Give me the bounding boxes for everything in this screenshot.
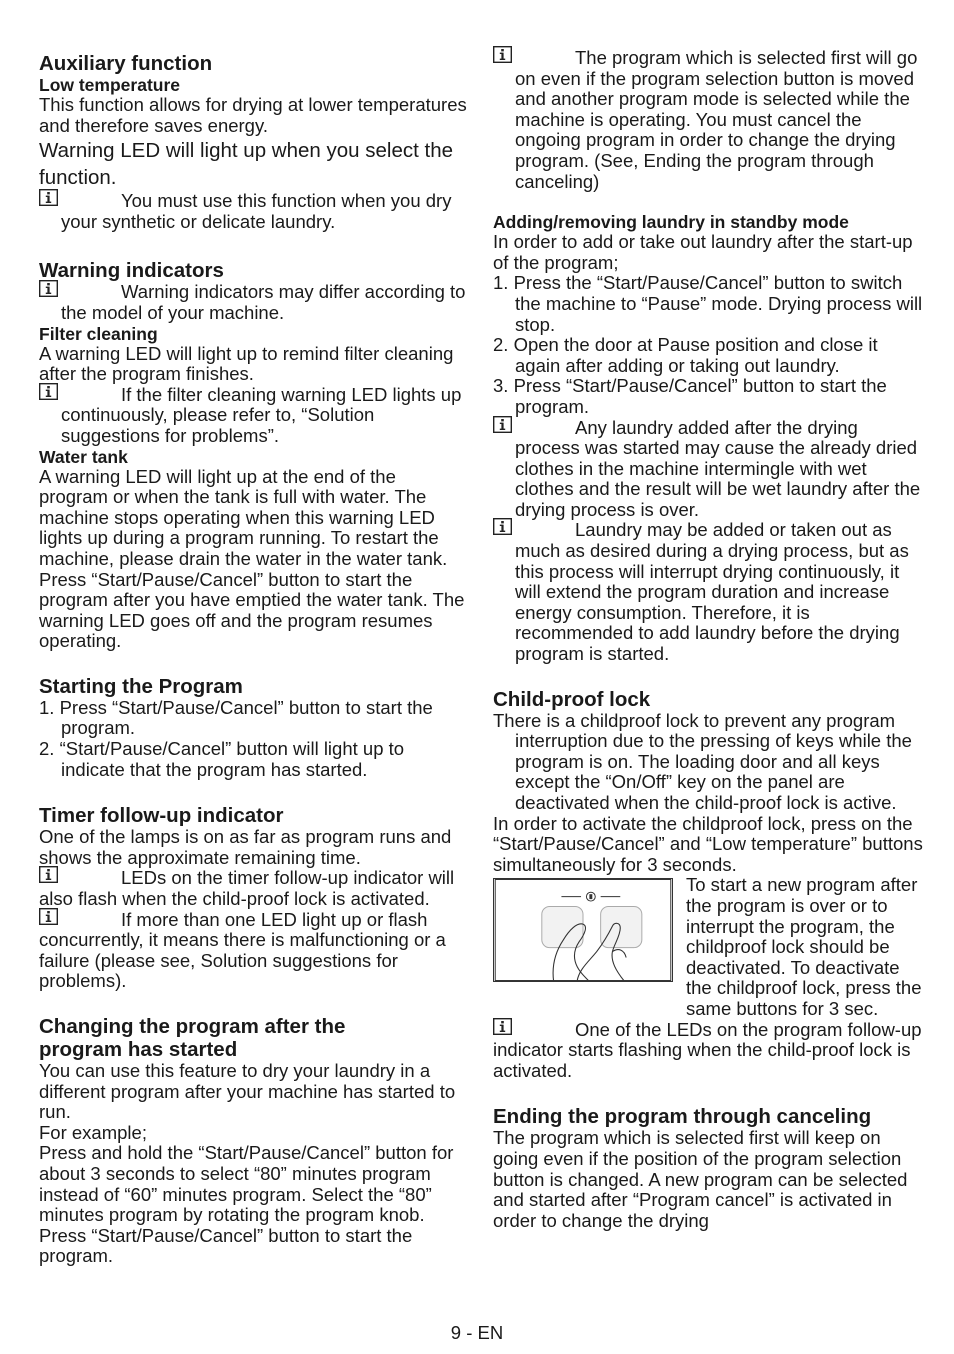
paragraph: A warning LED will light up to remind filter cleaning after the program finishes. xyxy=(39,342,454,385)
info-icon xyxy=(493,416,512,433)
child-lock-illustration xyxy=(493,878,673,982)
info-note: You must use this function when you dry your synthetic or delicate laundry. xyxy=(39,191,469,232)
numbered-list xyxy=(493,273,925,417)
section-title-ending: Ending the program through canceling xyxy=(493,1105,872,1129)
info-note: If more than one LED light up or flash concurrently, it means there is malfunctioning or a failure (please see, Solution suggestions for problems). xyxy=(39,908,446,992)
paragraph: You can use this feature to dry your laundry in a different program after your machine has started to run. xyxy=(39,1060,456,1123)
paragraph: Press “Start/Pause/Cancel” button to start the program. xyxy=(39,1224,413,1267)
paragraph: For example; xyxy=(39,1121,147,1143)
list-item: 3. Press “Start/Pause/Cancel” button to start the program. xyxy=(493,375,887,417)
paragraph: The program which is selected first will keep on going even if the position of the program selection button is changed. A new program can be selected and started after “Program cancel” is activated in order to change the drying xyxy=(493,1127,908,1231)
paragraph: One of the lamps is on as far as program runs and shows the approximate remaining time. xyxy=(39,826,452,868)
paragraph: There is a childproof lock to prevent any program interruption due to the pressing of keys while the program is on. The loading door and all keys except the “On/Off” key on the panel are deactivated when the child-proof lock is active. xyxy=(493,709,912,813)
list-item: 2. Open the door at Pause position and close it again after adding or taking out laundry. xyxy=(493,334,878,376)
section-title-starting: Starting the Program xyxy=(39,674,243,698)
info-note: LEDs on the timer follow-up indicator will also flash when the child-proof lock is activated. xyxy=(39,867,455,910)
subtitle-low-temperature: Low temperature xyxy=(39,75,180,95)
numbered-list xyxy=(39,698,469,780)
list-item: 1. Press “Start/Pause/Cancel” button to start the program. xyxy=(39,696,433,739)
paragraph: This function allows for drying at lower temperatures and therefore saves energy. xyxy=(39,94,467,136)
paragraph: In order to add or take out laundry after the start-up of the program; xyxy=(493,231,913,273)
info-icon xyxy=(39,383,58,400)
paragraph-large: Warning LED will light up when you select the function. xyxy=(39,139,454,190)
section-title-changing-line2: program has started xyxy=(39,1038,238,1061)
info-icon xyxy=(493,518,512,535)
section-title-changing: Changing the program after the xyxy=(39,1015,346,1038)
info-icon xyxy=(39,189,58,206)
child-lock-figure-block xyxy=(493,875,925,1019)
page-number: 9 - EN xyxy=(450,1322,504,1343)
info-note: The program which is selected first will go on even if the program selection button is moved and another program mode is selected while the machine is operating. You must cancel the ongoing program in order to change the drying program. (See, Ending the program through canceling) xyxy=(493,48,925,192)
info-note: If the filter cleaning warning LED lights up continuously, please refer to, “Solution suggestions for problems”. xyxy=(39,385,469,447)
right-column xyxy=(493,48,925,1231)
info-icon xyxy=(39,908,58,925)
info-note: Any laundry added after the drying process was started may cause the already dried clothes in the machine intermingle with wet clothes and the result will be wet laundry after the drying process is over. xyxy=(493,418,925,521)
paragraph: Press and hold the “Start/Pause/Cancel” button for about 3 seconds to select “80” minutes program instead of “60” minutes program. Select the “80” minutes program by rotating the program knob. xyxy=(39,1142,454,1226)
info-note: Laundry may be added or taken out as much as desired during a drying process, but as this process will interrupt drying continuously, it will extend the program duration and increase energy consumption. Therefore, it is recommended to add laundry before the drying program is started. xyxy=(493,520,925,664)
section-title-warning: Warning indicators xyxy=(39,259,224,283)
list-item: 2. “Start/Pause/Cancel” button will light up to indicate that the program has started. xyxy=(39,738,405,780)
info-icon xyxy=(493,1018,512,1035)
paragraph: In order to activate the childproof lock, press on the “Start/Pause/Cancel” and “Low temperature” buttons simultaneously for 3 seconds. xyxy=(493,812,923,875)
subtitle-filter-cleaning: Filter cleaning xyxy=(39,323,158,344)
paragraph: A warning LED will light up at the end of the program or when the tank is full with water. The machine stops operating when this warning LED lights up during a program running. To restart the machine, please drain the water in the water tank. Press “Start/Pause/Cancel” button to start the program after you have emptied the water tank. The warning LED goes off and the program resumes operating. xyxy=(39,465,465,652)
left-column xyxy=(39,52,469,1267)
section-title-child-lock: Child-proof lock xyxy=(493,687,651,711)
list-item: 1. Press the “Start/Pause/Cancel” button to switch the machine to “Pause” mode. Drying process will stop. xyxy=(493,272,923,335)
info-note: Warning indicators may differ according to the model of your machine. xyxy=(39,282,469,323)
section-title-auxiliary: Auxiliary function xyxy=(39,52,213,75)
section-title-timer: Timer follow-up indicator xyxy=(39,804,284,828)
info-note: One of the LEDs on the program follow-up indicator starts flashing when the child-proof lock is activated. xyxy=(493,1018,922,1081)
info-icon xyxy=(39,866,58,883)
info-icon xyxy=(39,280,58,297)
subtitle-standby: Adding/removing laundry in standby mode xyxy=(493,212,849,233)
subtitle-water-tank: Water tank xyxy=(39,446,128,467)
figure-caption-text: To start a new program after the program is over or to interrupt the program, the childproof lock should be deactivated. To deactivate the childproof lock, press the same buttons for 3 sec. xyxy=(686,874,922,1019)
info-icon xyxy=(493,46,512,63)
